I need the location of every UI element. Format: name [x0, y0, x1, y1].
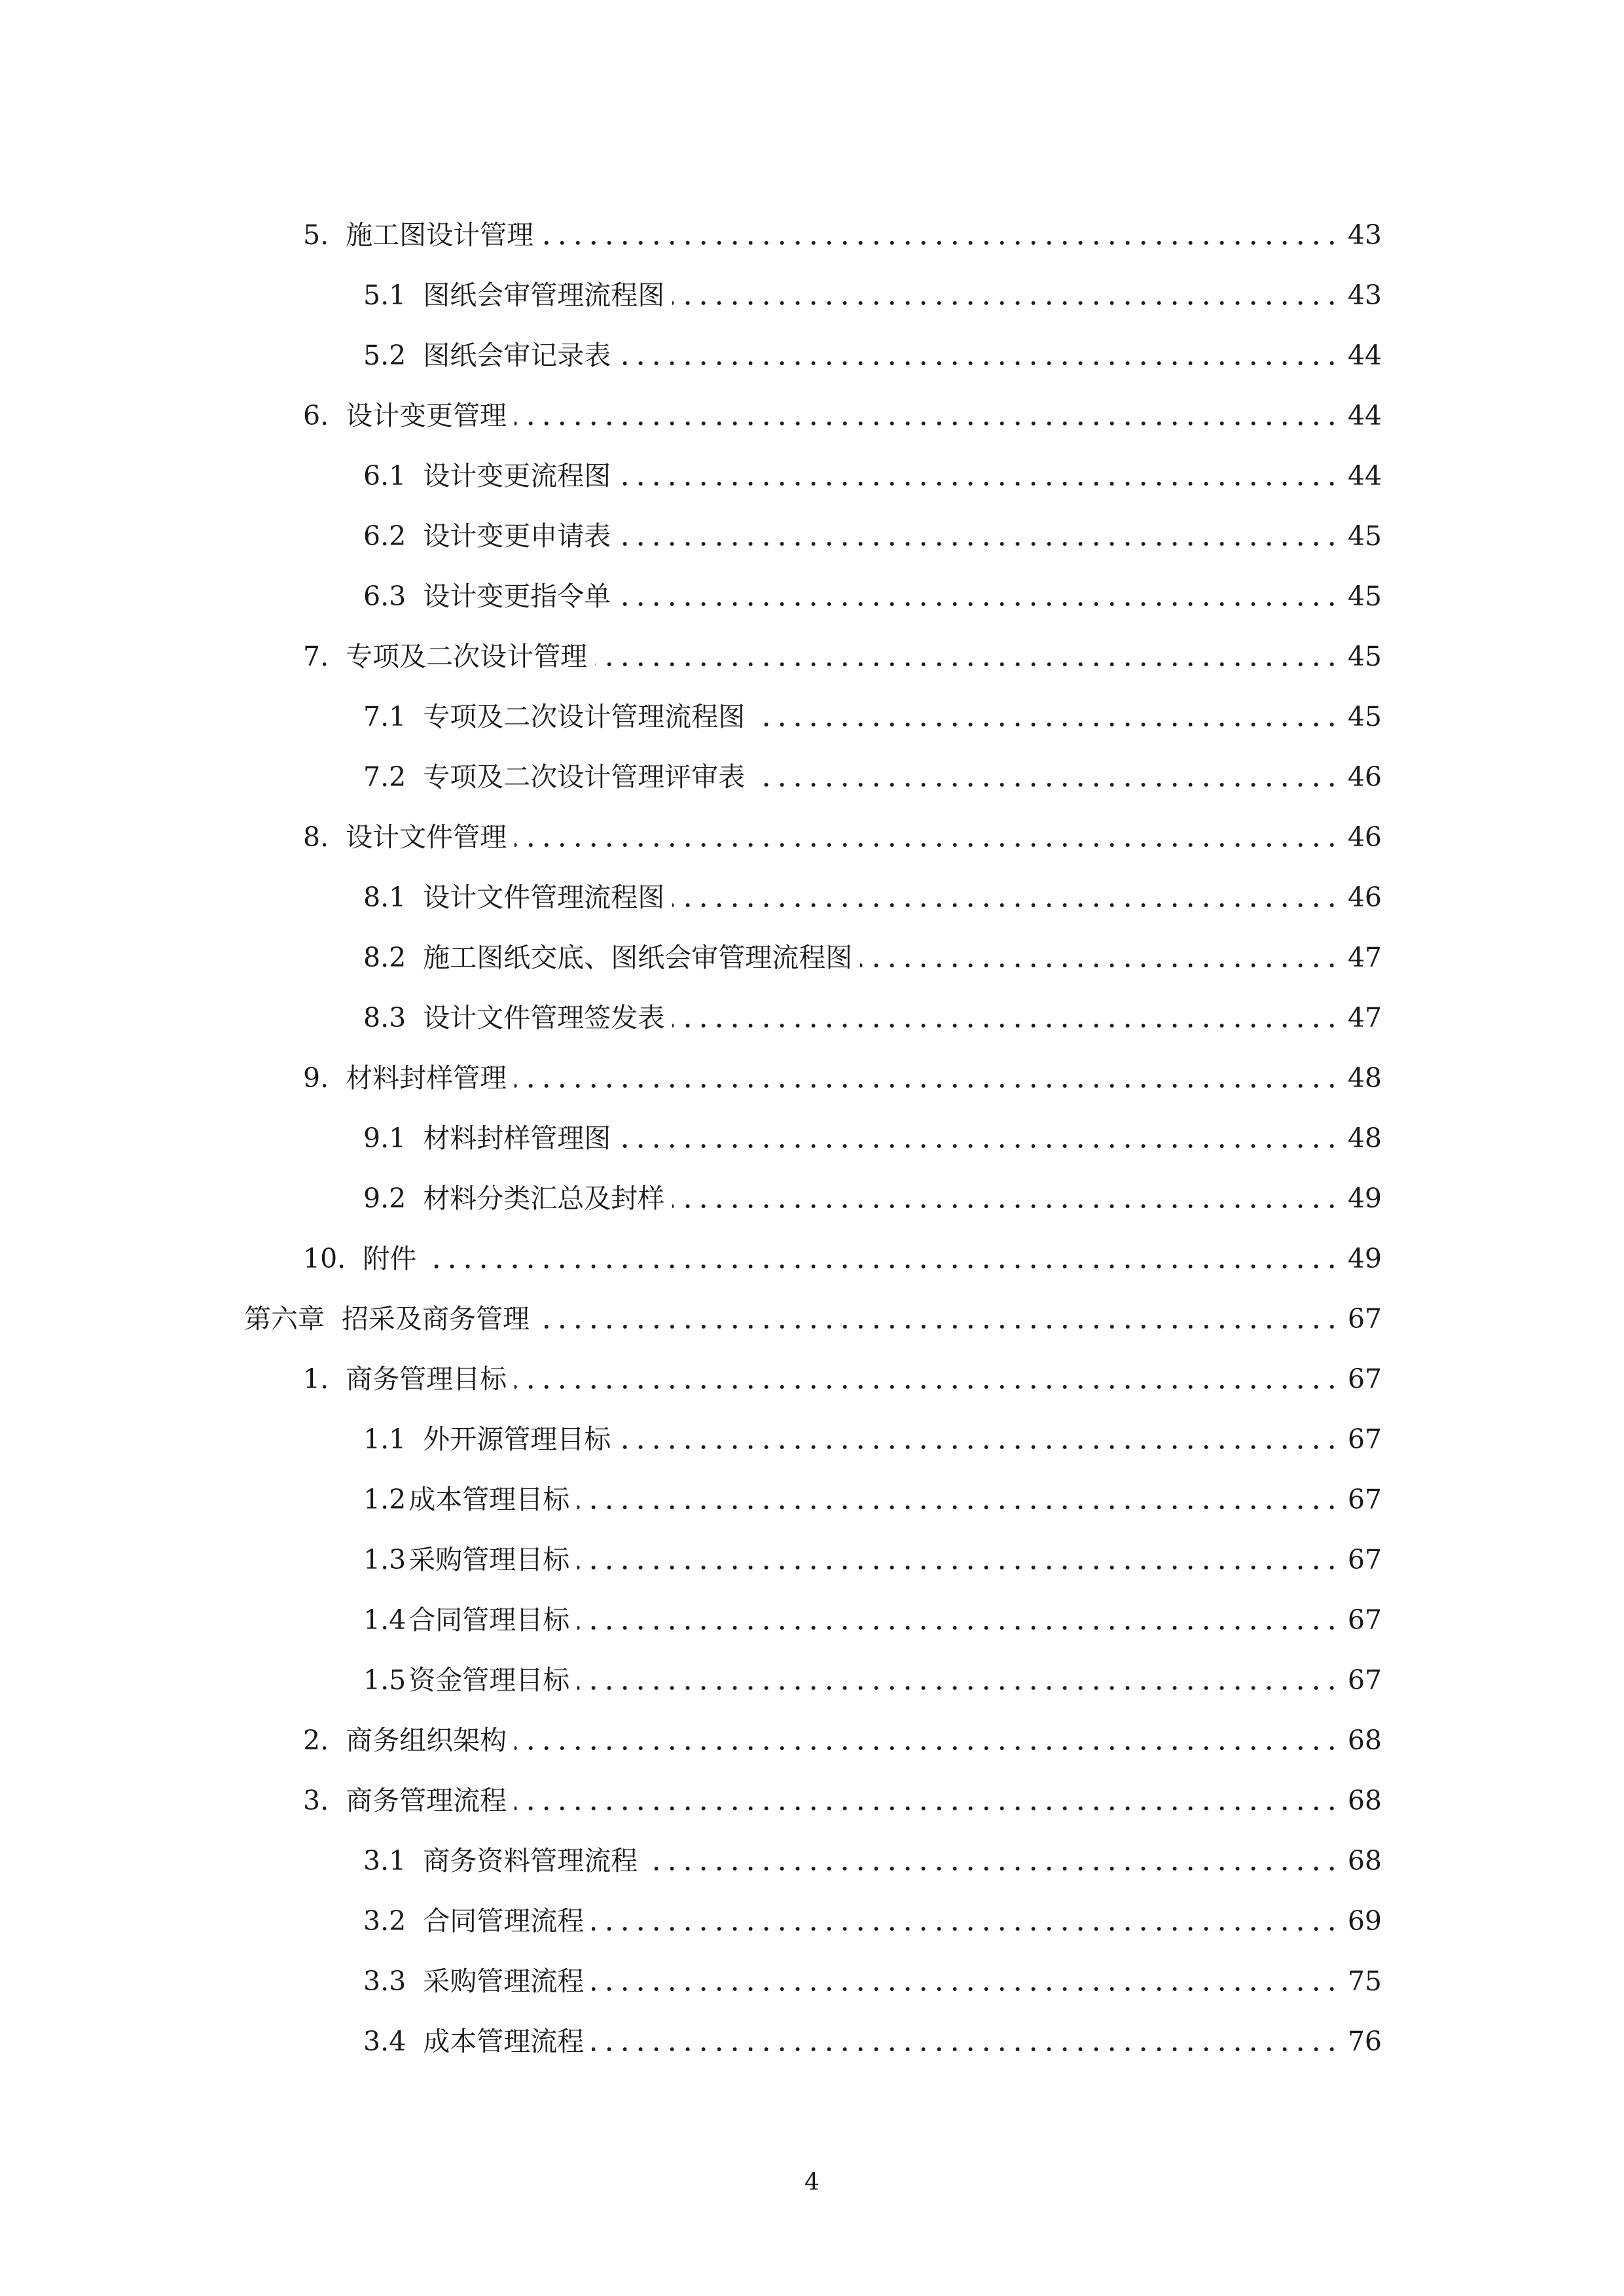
toc-entry-page: 67 — [1347, 1363, 1382, 1395]
toc-entry-title: 设计文件管理签发表 — [423, 1002, 665, 1033]
toc-entry-page: 67 — [1347, 1303, 1382, 1335]
dot-leader — [672, 903, 1340, 908]
dot-leader — [645, 1866, 1340, 1871]
toc-entry-9[interactable] — [303, 1048, 1382, 1108]
toc-entry-8-1[interactable] — [363, 867, 1382, 927]
toc-entry-title: 施工图设计管理 — [346, 219, 534, 251]
dot-leader — [619, 1143, 1340, 1149]
toc-entry-page: 45 — [1347, 701, 1382, 732]
toc-entry-title: 设计变更申请表 — [423, 520, 611, 552]
toc-entry-page: 49 — [1347, 1243, 1382, 1274]
toc-entry-number: 8.3 — [363, 1002, 406, 1033]
toc-entry-title: 图纸会审管理流程图 — [423, 279, 665, 311]
dot-leader — [753, 722, 1340, 727]
toc-entry-1-5[interactable] — [363, 1650, 1382, 1710]
dot-leader — [514, 842, 1340, 848]
toc-entry-9-1[interactable] — [363, 1108, 1382, 1168]
dot-leader — [514, 1083, 1340, 1088]
toc-entry-page: 67 — [1347, 1424, 1382, 1455]
toc-entry-page: 44 — [1347, 400, 1382, 431]
page-number: 4 — [804, 2169, 820, 2196]
toc-entry-title: 施工图纸交底、图纸会审管理流程图 — [423, 942, 853, 973]
toc-entry-number: 1.5 — [363, 1664, 406, 1696]
toc-entry-chapter-6[interactable] — [244, 1289, 1382, 1349]
toc-entry-title: 附件 — [363, 1243, 417, 1274]
dot-leader — [577, 1685, 1340, 1691]
toc-entry-8-3[interactable] — [363, 988, 1382, 1048]
toc-entry-3[interactable] — [303, 1770, 1382, 1831]
dot-leader — [514, 421, 1340, 426]
toc-entry-number: 6.1 — [363, 460, 406, 492]
toc-entry-number: 3.1 — [363, 1845, 406, 1876]
toc-entry-title: 专项及二次设计管理流程图 — [423, 701, 746, 732]
toc-entry-title: 材料封样管理 — [346, 1062, 507, 1094]
toc-entry-number: 7. — [303, 641, 329, 672]
toc-entry-3-3[interactable] — [363, 1951, 1382, 2011]
dot-leader — [592, 1986, 1340, 1992]
toc-entry-title: 商务管理流程 — [346, 1785, 507, 1816]
toc-entry-title: 专项及二次设计管理 — [346, 641, 588, 672]
toc-entry-6[interactable] — [303, 386, 1382, 446]
toc-entry-title: 设计文件管理 — [346, 821, 507, 853]
toc-entry-title: 设计变更管理 — [346, 400, 507, 431]
toc-entry-title: 商务管理目标 — [346, 1363, 507, 1395]
dot-leader — [577, 1565, 1340, 1570]
toc-entry-page: 49 — [1347, 1183, 1382, 1214]
toc-entry-number: 10. — [303, 1243, 346, 1274]
toc-entry-number: 6.2 — [363, 520, 406, 552]
toc-entry-title: 成本管理目标 — [408, 1484, 570, 1515]
toc-entry-title: 成本管理流程 — [423, 2026, 585, 2057]
dot-leader — [541, 240, 1340, 245]
toc-entry-number: 7.1 — [363, 701, 406, 732]
toc-entry-page: 68 — [1347, 1845, 1382, 1876]
dot-leader — [619, 601, 1340, 607]
table-of-contents — [0, 205, 1624, 2096]
toc-entry-title: 商务组织架构 — [346, 1725, 507, 1756]
toc-entry-6-2[interactable] — [363, 506, 1382, 566]
toc-entry-page: 43 — [1347, 219, 1382, 251]
toc-entry-8-2[interactable] — [363, 927, 1382, 988]
toc-entry-page: 45 — [1347, 641, 1382, 672]
toc-entry-page: 44 — [1347, 340, 1382, 371]
toc-entry-3-1[interactable] — [363, 1831, 1382, 1891]
toc-entry-number: 9.1 — [363, 1122, 406, 1154]
toc-entry-page: 69 — [1347, 1905, 1382, 1937]
toc-entry-page: 48 — [1347, 1062, 1382, 1094]
toc-entry-9-2[interactable] — [363, 1168, 1382, 1229]
toc-entry-title: 设计变更指令单 — [423, 581, 611, 612]
toc-entry-page: 46 — [1347, 821, 1382, 853]
dot-leader — [860, 963, 1340, 968]
toc-entry-title: 外开源管理目标 — [423, 1424, 611, 1455]
toc-entry-page: 46 — [1347, 761, 1382, 793]
dot-leader — [577, 1505, 1340, 1510]
toc-entry-number: 3. — [303, 1785, 329, 1816]
toc-entry-2[interactable] — [303, 1710, 1382, 1770]
dot-leader — [619, 1444, 1340, 1450]
toc-entry-5-2[interactable] — [363, 325, 1382, 386]
toc-entry-page: 45 — [1347, 520, 1382, 552]
toc-entry-page: 47 — [1347, 942, 1382, 973]
dot-leader — [577, 1625, 1340, 1630]
toc-entry-page: 45 — [1347, 581, 1382, 612]
toc-entry-page: 75 — [1347, 1965, 1382, 1997]
toc-entry-title: 资金管理目标 — [408, 1664, 570, 1696]
toc-entry-number: 6.3 — [363, 581, 406, 612]
toc-entry-number: 7.2 — [363, 761, 406, 793]
toc-entry-title: 材料封样管理图 — [423, 1122, 611, 1154]
dot-leader — [595, 662, 1340, 667]
toc-entry-number: 1.1 — [363, 1424, 406, 1455]
toc-entry-page: 48 — [1347, 1122, 1382, 1154]
toc-entry-1-2[interactable] — [363, 1469, 1382, 1530]
toc-entry-title: 合同管理流程 — [423, 1905, 585, 1937]
dot-leader — [672, 1204, 1340, 1209]
dot-leader — [753, 782, 1340, 787]
dot-leader — [514, 1806, 1340, 1811]
toc-entry-title: 专项及二次设计管理评审表 — [423, 761, 746, 793]
toc-entry-number: 9. — [303, 1062, 329, 1094]
dot-leader — [672, 1023, 1340, 1028]
toc-entry-number: 9.2 — [363, 1183, 406, 1214]
dot-leader — [537, 1324, 1340, 1329]
toc-entry-page: 68 — [1347, 1785, 1382, 1816]
dot-leader — [672, 300, 1340, 306]
toc-entry-number: 3.4 — [363, 2026, 406, 2057]
toc-entry-3-4[interactable] — [363, 2011, 1382, 2072]
toc-entry-page: 67 — [1347, 1544, 1382, 1575]
toc-entry-1[interactable] — [303, 1349, 1382, 1409]
toc-entry-5[interactable] — [303, 205, 1382, 265]
toc-entry-1-1[interactable] — [363, 1409, 1382, 1469]
toc-entry-number: 8. — [303, 821, 329, 853]
toc-entry-page: 67 — [1347, 1664, 1382, 1696]
dot-leader — [424, 1264, 1340, 1269]
toc-entry-number: 8.1 — [363, 882, 406, 913]
toc-entry-number: 1.3 — [363, 1544, 406, 1575]
toc-entry-page: 76 — [1347, 2026, 1382, 2057]
toc-entry-page: 67 — [1347, 1604, 1382, 1636]
toc-entry-number: 2. — [303, 1725, 329, 1756]
toc-entry-title: 商务资料管理流程 — [423, 1845, 638, 1876]
toc-entry-number: 3.2 — [363, 1905, 406, 1937]
dot-leader — [592, 1926, 1340, 1931]
toc-entry-5-1[interactable] — [363, 265, 1382, 325]
toc-entry-7-2[interactable] — [363, 747, 1382, 807]
toc-entry-7-1[interactable] — [363, 687, 1382, 747]
toc-entry-number: 1.4 — [363, 1604, 406, 1636]
dot-leader — [619, 361, 1340, 366]
toc-entry-number: 5.2 — [363, 340, 406, 371]
toc-entry-title: 采购管理目标 — [408, 1544, 570, 1575]
toc-entry-6-3[interactable] — [363, 566, 1382, 626]
dot-leader — [619, 541, 1340, 547]
toc-entry-6-1[interactable] — [363, 446, 1382, 506]
toc-entry-title: 材料分类汇总及封样 — [423, 1183, 665, 1214]
toc-entry-title: 设计变更流程图 — [423, 460, 611, 492]
toc-entry-page: 67 — [1347, 1484, 1382, 1515]
toc-entry-page: 68 — [1347, 1725, 1382, 1756]
dot-leader — [514, 1384, 1340, 1390]
toc-entry-7[interactable] — [303, 626, 1382, 687]
toc-entry-8[interactable] — [303, 807, 1382, 867]
toc-entry-title: 采购管理流程 — [423, 1965, 585, 1997]
toc-entry-number: 8.2 — [363, 942, 406, 973]
toc-entry-number: 6. — [303, 400, 329, 431]
toc-entry-page: 44 — [1347, 460, 1382, 492]
toc-entry-number: 3.3 — [363, 1965, 406, 1997]
toc-entry-number: 1. — [303, 1363, 329, 1395]
toc-entry-1-4[interactable] — [363, 1590, 1382, 1650]
toc-entry-3-2[interactable] — [363, 1891, 1382, 1951]
toc-entry-page: 47 — [1347, 1002, 1382, 1033]
toc-entry-10[interactable] — [303, 1229, 1382, 1289]
toc-entry-title: 图纸会审记录表 — [423, 340, 611, 371]
dot-leader — [592, 2047, 1340, 2052]
toc-entry-title: 招采及商务管理 — [342, 1303, 530, 1335]
dot-leader — [619, 481, 1340, 486]
toc-entry-1-3[interactable] — [363, 1530, 1382, 1590]
dot-leader — [514, 1746, 1340, 1751]
toc-entry-number: 1.2 — [363, 1484, 406, 1515]
toc-entry-number: 5. — [303, 219, 329, 251]
toc-entry-page: 46 — [1347, 882, 1382, 913]
toc-entry-page: 43 — [1347, 279, 1382, 311]
toc-entry-number: 5.1 — [363, 279, 406, 311]
toc-entry-title: 设计文件管理流程图 — [423, 882, 665, 913]
toc-entry-number: 第六章 — [244, 1303, 325, 1335]
toc-entry-title: 合同管理目标 — [408, 1604, 570, 1636]
